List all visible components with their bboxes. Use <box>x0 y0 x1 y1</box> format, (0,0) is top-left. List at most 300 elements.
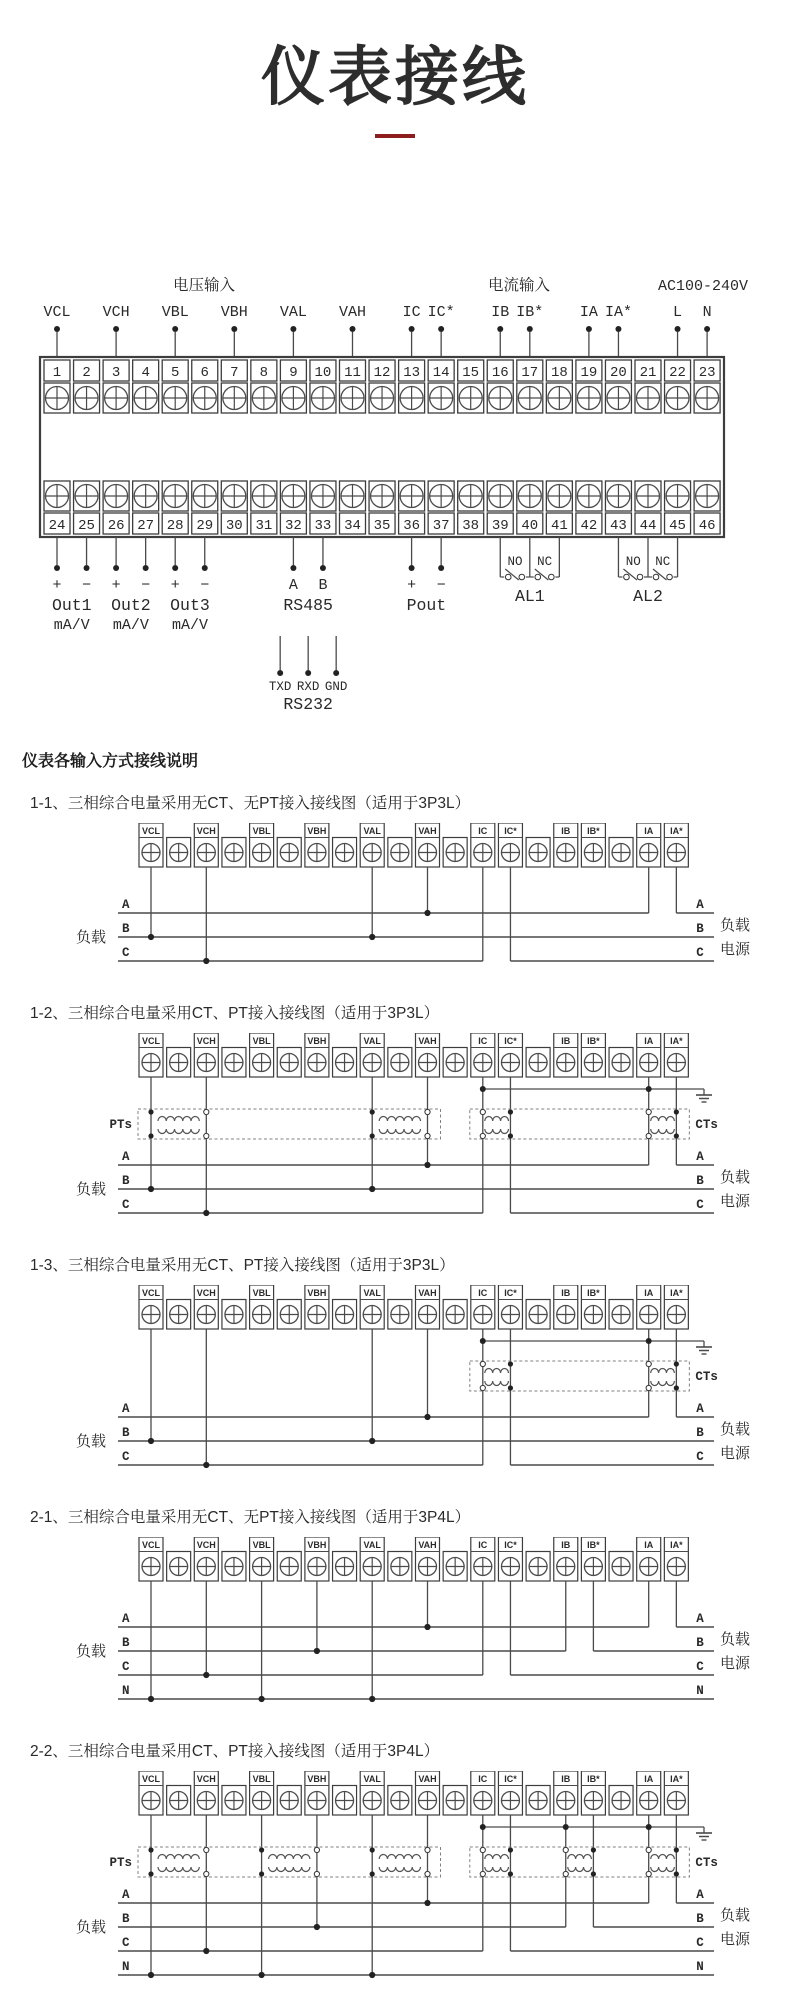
strip-terminal-label: VAL <box>363 1036 381 1046</box>
wiring-diagram-1-2 <box>0 1001 790 1233</box>
junction-dot <box>259 1847 264 1852</box>
junction-dot <box>84 565 90 571</box>
terminal-number: 29 <box>196 518 214 534</box>
winding-terminal <box>480 1385 485 1390</box>
terminal-number: 1 <box>52 365 62 381</box>
terminal-strip <box>139 1285 688 1329</box>
terminal-number: 33 <box>314 518 332 534</box>
terminal-number: 44 <box>639 518 657 534</box>
winding-terminal <box>624 574 630 580</box>
diagram-canvas-1-1 <box>0 823 790 981</box>
rs232-label: RS232 <box>283 695 333 714</box>
pts-label: PTs <box>109 1856 132 1870</box>
terminal-number: 32 <box>284 518 302 534</box>
junction-dot <box>290 565 296 571</box>
junction-dot <box>480 1338 486 1344</box>
bus-label-right: C <box>696 1450 704 1464</box>
strip-terminal-label: VCH <box>196 1288 216 1298</box>
relay-nc-label: NC <box>655 555 671 569</box>
terminal-number: 42 <box>580 518 598 534</box>
junction-dot <box>113 565 119 571</box>
signal-label: VCL <box>43 304 71 321</box>
bus-A <box>118 1402 714 1417</box>
diagram-canvas-2-2 <box>0 1771 790 1995</box>
bus-label-left: A <box>122 1888 130 1902</box>
junction-dot <box>674 1133 679 1138</box>
junction-dot <box>675 326 681 332</box>
strip-terminal-label: VCL <box>142 1774 160 1784</box>
wiring-diagram-2-1 <box>0 1505 790 1719</box>
load-label-right: 负载 <box>720 1631 751 1648</box>
terminal-number: 37 <box>432 518 450 534</box>
junction-dot <box>438 326 444 332</box>
pout-label: Pout <box>406 596 447 615</box>
terminal-strip <box>139 1033 688 1077</box>
junction-dot <box>203 1462 209 1468</box>
winding-terminal <box>646 1361 651 1366</box>
junction-dot <box>508 1871 513 1876</box>
rs232-pin-label: TXD <box>268 680 292 694</box>
strip-terminal-label: VBH <box>307 1774 327 1784</box>
cts-label: CTs <box>695 1118 718 1132</box>
analog-output-unit: mA/V <box>171 617 208 634</box>
terminal-number: 16 <box>491 365 509 381</box>
winding-terminal <box>425 1847 430 1852</box>
terminal-number: 21 <box>639 365 657 381</box>
junction-dot <box>259 1972 265 1978</box>
source-label-right: 电源 <box>720 1931 751 1948</box>
transformer-coil <box>379 1867 420 1872</box>
diagram-title: 2-2、三相综合电量采用CT、PT接入接线图（适用于3P4L） <box>30 1743 440 1760</box>
winding-terminal <box>480 1871 485 1876</box>
diagram-title: 1-1、三相综合电量采用无CT、无PT接入接线图（适用于3P3L） <box>30 795 471 812</box>
bus-label-left: C <box>122 1450 130 1464</box>
bus-label-right: A <box>696 1612 704 1626</box>
winding-terminal <box>204 1871 209 1876</box>
junction-dot <box>203 1948 209 1954</box>
analog-output-label: Out3 <box>170 596 210 615</box>
junction-dot <box>259 1871 264 1876</box>
strip-terminal-label: VBL <box>252 1774 271 1784</box>
strip-terminal-label: IB <box>561 1036 571 1046</box>
junction-dot <box>646 1824 652 1830</box>
strip-terminal-label: IA <box>644 826 654 836</box>
junction-dot <box>508 1109 513 1114</box>
title-divider <box>375 134 415 138</box>
junction-dot <box>203 958 209 964</box>
pin-label: A <box>288 577 298 594</box>
junction-dot <box>314 1924 320 1930</box>
winding-terminal <box>204 1133 209 1138</box>
junction-dot <box>424 1162 430 1168</box>
signal-label: VAH <box>338 304 367 321</box>
bus-B <box>118 1912 714 1927</box>
terminal-number: 38 <box>462 518 480 534</box>
pin-label: B <box>318 577 328 594</box>
load-label-right: 负载 <box>720 1907 751 1924</box>
bus-label-right: C <box>696 946 704 960</box>
bus-label-right: A <box>696 1888 704 1902</box>
junction-dot <box>508 1385 513 1390</box>
junction-dot <box>202 565 208 571</box>
bus-B <box>118 1174 714 1189</box>
terminal-number: 40 <box>521 518 539 534</box>
junction-dot <box>369 1438 375 1444</box>
bus-B <box>118 1636 714 1651</box>
transformer-coil <box>158 1867 199 1872</box>
bus-A <box>118 1612 714 1627</box>
junction-dot <box>646 1086 652 1092</box>
terminal-number: 5 <box>170 365 180 381</box>
strip-terminal-label: IB <box>561 826 571 836</box>
transformer-coil <box>158 1855 199 1860</box>
source-label-right: 电源 <box>720 1193 751 1210</box>
strip-terminal-label: IC <box>478 826 488 836</box>
strip-terminal-label: VAH <box>418 1288 437 1298</box>
cts-label: CTs <box>695 1370 718 1384</box>
terminal-number: 9 <box>289 365 298 381</box>
strip-terminal-label: IB* <box>587 1288 600 1298</box>
junction-dot <box>369 1186 375 1192</box>
terminal-number: 19 <box>580 365 598 381</box>
terminal-strip <box>139 823 688 867</box>
terminal-number: 6 <box>200 365 209 381</box>
signal-label: IB <box>491 304 510 321</box>
transformer-coil <box>485 1381 509 1386</box>
wiring-diagram-1-1 <box>0 791 790 981</box>
signal-label: IA* <box>604 304 632 321</box>
winding-terminal <box>425 1871 430 1876</box>
relay-nc-label: NC <box>537 555 553 569</box>
winding-terminal <box>204 1109 209 1114</box>
voltage-input-label: 电压输入 <box>172 277 236 294</box>
junction-dot <box>527 326 533 332</box>
bus-label-right: B <box>696 1636 704 1650</box>
junction-dot <box>148 1186 154 1192</box>
ct-box <box>470 1361 718 1391</box>
strip-terminal-label: VCL <box>142 1288 160 1298</box>
strip-terminal-label: VCH <box>196 1774 216 1784</box>
terminal-number: 26 <box>107 518 125 534</box>
bus-label-left: A <box>122 1402 130 1416</box>
strip-terminal-label: VAH <box>418 1774 437 1784</box>
terminal-number: 23 <box>698 365 716 381</box>
strip-terminal-label: VCL <box>142 826 160 836</box>
junction-dot <box>424 1900 430 1906</box>
junction-dot <box>438 565 444 571</box>
current-input-label: 电流输入 <box>487 277 551 294</box>
wiring-diagram-2-2 <box>0 1739 790 1995</box>
winding-terminal <box>646 1385 651 1390</box>
terminal-number: 34 <box>344 518 361 534</box>
strip-terminal-label: IA* <box>670 1288 683 1298</box>
winding-terminal <box>653 574 659 580</box>
pin-label: − <box>141 577 151 594</box>
strip-terminal-label: VAL <box>363 1540 381 1550</box>
transformer-coil <box>651 1867 675 1872</box>
bus-label-right: B <box>696 1174 704 1188</box>
junction-dot <box>674 1847 679 1852</box>
transformer-coil <box>568 1867 592 1872</box>
strip-terminal-label: IC* <box>504 826 517 836</box>
bus-label-left: B <box>122 1636 130 1650</box>
winding-terminal <box>505 574 511 580</box>
bus-label-left: A <box>122 1150 130 1164</box>
transformer-coil <box>269 1867 310 1872</box>
strip-terminal-label: VCL <box>142 1540 160 1550</box>
load-label-left: 负载 <box>75 1643 106 1660</box>
junction-dot <box>370 1871 375 1876</box>
junction-dot <box>674 1871 679 1876</box>
analog-output-unit: mA/V <box>112 617 149 634</box>
strip-terminal-label: IA* <box>670 1036 683 1046</box>
diagram-title: 1-3、三相综合电量采用无CT、PT接入接线图（适用于3P3L） <box>30 1257 455 1274</box>
pin-label: + <box>111 577 121 594</box>
terminal-block-diagram <box>0 270 790 718</box>
terminal-number: 12 <box>373 365 391 381</box>
strip-terminal-label: IB <box>561 1288 571 1298</box>
wiring-diagram-1-3 <box>0 1253 790 1485</box>
bus-N <box>118 1684 714 1699</box>
winding-terminal <box>519 574 525 580</box>
strip-terminal-label: VBH <box>307 1036 327 1046</box>
strip-terminal-label: IA <box>644 1288 654 1298</box>
strip-terminal-label: IC <box>478 1288 488 1298</box>
terminal-number: 7 <box>230 365 239 381</box>
winding-terminal <box>563 1847 568 1852</box>
signal-label: VBL <box>161 304 189 321</box>
junction-dot <box>424 1414 430 1420</box>
bus-label-right: B <box>696 1426 704 1440</box>
junction-dot <box>704 326 710 332</box>
junction-dot <box>591 1847 596 1852</box>
bus-A <box>118 898 714 913</box>
strip-terminal-label: IC <box>478 1774 488 1784</box>
junction-dot <box>305 670 311 676</box>
signal-label: N <box>702 304 712 321</box>
junction-dot <box>350 326 356 332</box>
junction-dot <box>277 670 283 676</box>
junction-dot <box>497 326 503 332</box>
junction-dot <box>370 1109 375 1114</box>
junction-dot <box>369 1972 375 1978</box>
winding-terminal <box>549 574 555 580</box>
winding-terminal <box>314 1871 319 1876</box>
supply-rating-label: AC100-240V <box>657 278 749 295</box>
strip-terminal-label: VBL <box>252 1036 271 1046</box>
strip-terminal-label: VAL <box>363 826 381 836</box>
source-label-right: 电源 <box>720 1655 751 1672</box>
terminal-number: 30 <box>225 518 243 534</box>
rs485-label: RS485 <box>283 596 333 615</box>
relay-no-label: NO <box>625 555 641 569</box>
pin-label: + <box>52 577 62 594</box>
analog-output-label: Out1 <box>51 596 92 615</box>
bus-label-right: C <box>696 1660 704 1674</box>
junction-dot <box>674 1361 679 1366</box>
bus-label-right: A <box>696 898 704 912</box>
terminal-number: 31 <box>255 518 273 534</box>
load-label-left: 负载 <box>75 1919 106 1936</box>
junction-dot <box>480 1824 486 1830</box>
signal-label: IC* <box>427 304 455 321</box>
strip-terminal-label: IB <box>561 1774 571 1784</box>
terminal-strip <box>139 1771 688 1815</box>
junction-dot <box>424 1624 430 1630</box>
junction-dot <box>148 1871 153 1876</box>
junction-dot <box>591 1871 596 1876</box>
strip-terminal-label: IB* <box>587 1540 600 1550</box>
bus-label-left: A <box>122 898 130 912</box>
strip-terminal-label: IA <box>644 1774 654 1784</box>
ground-icon <box>696 1347 712 1354</box>
bus-A <box>118 1150 714 1165</box>
junction-dot <box>409 326 415 332</box>
rs232-pin-label: GND <box>324 680 348 694</box>
bus-label-right: A <box>696 1402 704 1416</box>
junction-dot <box>370 1847 375 1852</box>
winding-terminal <box>637 574 643 580</box>
strip-terminal-label: IC* <box>504 1774 517 1784</box>
bus-label-right: C <box>696 1936 704 1950</box>
analog-output-label: Out2 <box>111 596 151 615</box>
junction-dot <box>148 1438 154 1444</box>
cts-label: CTs <box>695 1856 718 1870</box>
ground-icon <box>696 1833 712 1840</box>
pts-label: PTs <box>109 1118 132 1132</box>
transformer-coil <box>379 1129 420 1134</box>
bus-label-right: N <box>696 1960 704 1974</box>
terminal-number: 43 <box>610 518 627 534</box>
transformer-coil <box>651 1129 675 1134</box>
junction-dot <box>409 565 415 571</box>
bus-B <box>118 1426 714 1441</box>
transformer-coil <box>568 1855 592 1860</box>
terminal-number: 13 <box>403 365 421 381</box>
winding-terminal <box>646 1109 651 1114</box>
junction-dot <box>563 1824 569 1830</box>
terminal-number: 24 <box>48 518 66 534</box>
transformer-coil <box>158 1129 199 1134</box>
winding-terminal <box>563 1871 568 1876</box>
junction-dot <box>424 910 430 916</box>
ground-rail <box>480 1824 712 1840</box>
bus-A <box>118 1888 714 1903</box>
section-heading: 仪表各输入方式接线说明 <box>22 753 199 770</box>
junction-dot <box>370 1133 375 1138</box>
terminal-number: 2 <box>82 365 91 381</box>
diagram-title: 1-2、三相综合电量采用CT、PT接入接线图（适用于3P3L） <box>30 1005 440 1022</box>
load-label-right: 负载 <box>720 917 751 934</box>
bus-label-left: B <box>122 922 130 936</box>
bus-N <box>118 1960 714 1975</box>
strip-terminal-label: IA* <box>670 826 683 836</box>
strip-terminal-label: IC <box>478 1540 488 1550</box>
junction-dot <box>615 326 621 332</box>
terminal-number: 45 <box>669 518 686 534</box>
winding-terminal <box>204 1847 209 1852</box>
junction-dot <box>203 1672 209 1678</box>
junction-dot <box>203 1210 209 1216</box>
junction-dot <box>674 1385 679 1390</box>
strip-terminal-label: VCH <box>196 1036 216 1046</box>
transformer-coil <box>651 1117 675 1122</box>
junction-dot <box>646 1338 652 1344</box>
bus-label-right: B <box>696 922 704 936</box>
relay-no-label: NO <box>507 555 523 569</box>
terminal-number: 36 <box>403 518 421 534</box>
wiring-diagrams <box>0 791 790 1995</box>
strip-terminal-label: VBL <box>252 1540 271 1550</box>
signal-label: VCH <box>102 304 130 321</box>
transformer-coil <box>651 1855 675 1860</box>
transformer-coil <box>651 1381 675 1386</box>
strip-terminal-label: VAH <box>418 1036 437 1046</box>
winding-terminal <box>667 574 673 580</box>
junction-dot <box>54 326 60 332</box>
junction-dot <box>508 1133 513 1138</box>
junction-dot <box>148 1696 154 1702</box>
pin-label: − <box>436 577 446 594</box>
terminal-number: 18 <box>550 365 568 381</box>
bus-label-left: B <box>122 1912 130 1926</box>
page-title: 仪表接线 <box>261 41 529 113</box>
strip-terminal-label: VBL <box>252 826 271 836</box>
transformer-coil <box>485 1855 509 1860</box>
strip-terminal-label: VBL <box>252 1288 271 1298</box>
transformer-coil <box>485 1867 509 1872</box>
load-label-right: 负载 <box>720 1169 751 1186</box>
signal-label: VAL <box>279 304 307 321</box>
bus-label-right: C <box>696 1198 704 1212</box>
junction-dot <box>508 1847 513 1852</box>
transformer-coil <box>379 1117 420 1122</box>
junction-dot <box>148 934 154 940</box>
winding-terminal <box>646 1871 651 1876</box>
bus-label-left: B <box>122 1174 130 1188</box>
bus-label-right: B <box>696 1912 704 1926</box>
strip-terminal-label: IA* <box>670 1774 683 1784</box>
bus-B <box>118 922 714 937</box>
diagram-canvas-2-1 <box>0 1537 790 1719</box>
terminal-number: 46 <box>698 518 716 534</box>
ground-rail <box>480 1338 712 1354</box>
bus-label-left: A <box>122 1612 130 1626</box>
transformer-coil <box>158 1117 199 1122</box>
ground-icon <box>696 1095 712 1102</box>
strip-terminal-label: IC* <box>504 1288 517 1298</box>
winding-terminal <box>480 1133 485 1138</box>
winding-terminal <box>480 1847 485 1852</box>
pt-box <box>109 1847 440 1877</box>
junction-dot <box>320 565 326 571</box>
junction-dot <box>369 1696 375 1702</box>
signal-label: IB* <box>516 304 544 321</box>
strip-terminal-label: IC <box>478 1036 488 1046</box>
signal-label: IA <box>579 304 598 321</box>
pin-label: + <box>407 577 417 594</box>
transformer-coil <box>379 1855 420 1860</box>
strip-terminal-label: IC* <box>504 1036 517 1046</box>
strip-terminal-label: IA <box>644 1540 654 1550</box>
junction-dot <box>369 934 375 940</box>
diagram-title: 2-1、三相综合电量采用无CT、无PT接入接线图（适用于3P4L） <box>30 1509 471 1526</box>
bus-label-left: C <box>122 1936 130 1950</box>
terminal-number: 35 <box>373 518 391 534</box>
source-label-right: 电源 <box>720 941 751 958</box>
transformer-coil <box>485 1369 509 1374</box>
rs232-pin-label: RXD <box>296 680 320 694</box>
